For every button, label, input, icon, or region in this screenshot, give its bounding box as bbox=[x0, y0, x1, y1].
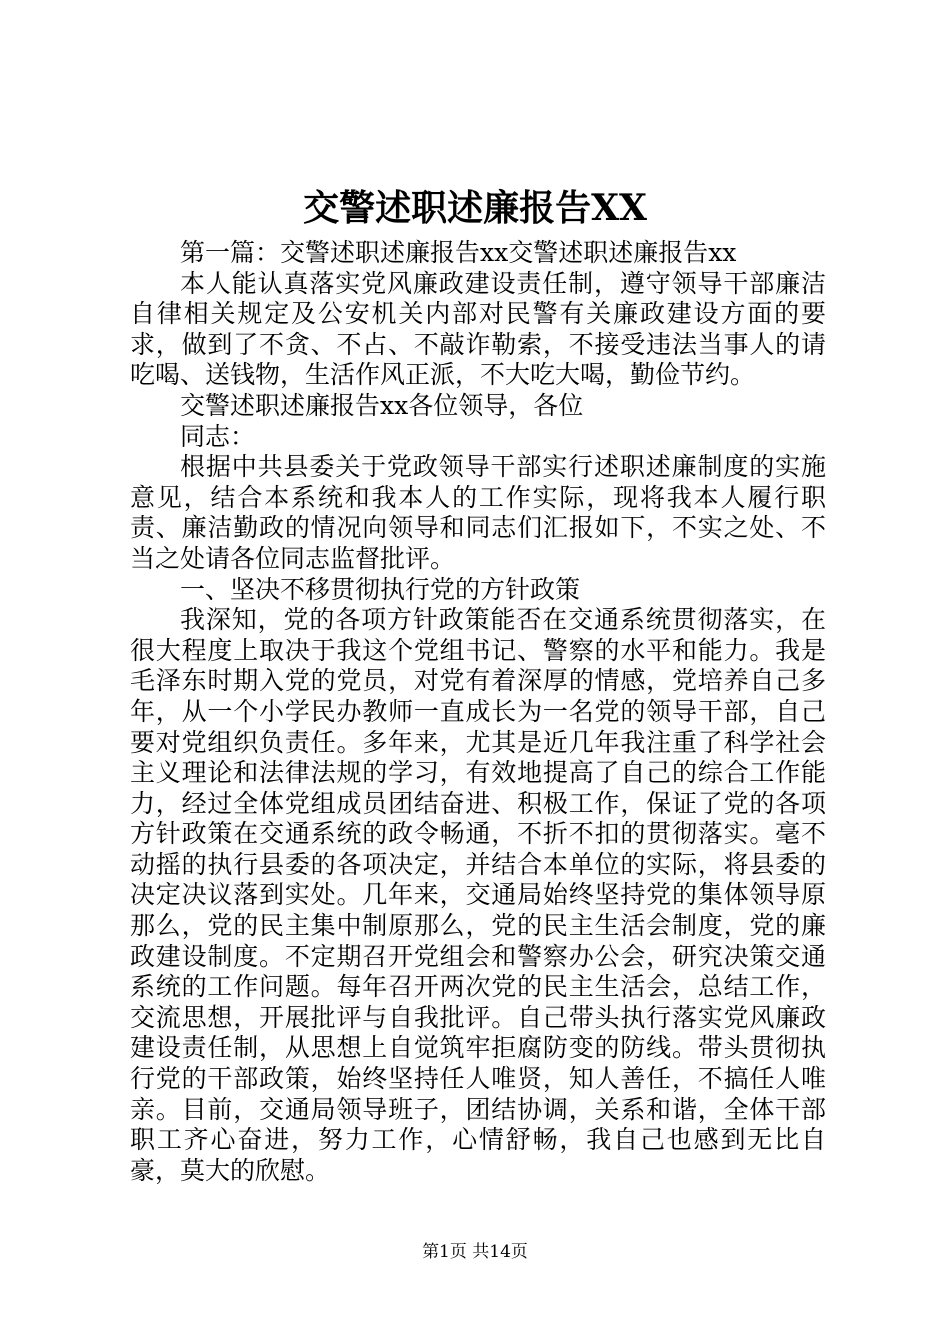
paragraph: 我深知，党的各项方针政策能否在交通系统贯彻落实，在很大程度上取决于我这个党组书记、警察的水平和能力。我是毛泽东时期入党的党员，对党有着深厚的情感，党培养自己多年，从一个小学民办教师一直成长为一名党的领导干部，自己要对党组织负责任。多年来，尤其是近几年我注重了科学社会主义理论和法律法规的学习，有效地提高了自己的综合工作能力，经过全体党组成员团结奋进、积极工作，保证了党的各项方针政策在交通系统的政令畅通，不折不扣的贯彻落实。毫不动摇的执行县委的各项决定，并结合本单位的实际，将县委的决定决议落到实处。几年来，交通局始终坚持党的集体领导原那么，党的民主集中制原那么，党的民主生活会制度，党的廉政建设制度。不定期召开党组会和警察办公会，研究决策交通系统的工作问题。每年召开两次党的民主生活会，总结工作，交流思想，开展批评与自我批评。自己带头执行落实党风廉政建设责任制，从思想上自觉筑牢拒腐防变的防线。带头贯彻执行党的干部政策，始终坚持任人唯贤，知人善任，不搞任人唯亲。目前，交通局领导班子，团结协调，关系和谐，全体干部职工齐心奋进，努力工作，心情舒畅，我自己也感到无比自豪，莫大的欣慰。 bbox=[130, 605, 826, 1185]
section-heading: 一、坚决不移贯彻执行党的方针政策 bbox=[180, 574, 581, 604]
page-footer: 第1页 共14页 bbox=[422, 1242, 528, 1262]
paragraph: 同志： bbox=[180, 421, 256, 451]
document-body bbox=[130, 238, 826, 1186]
paragraph: 根据中共县委关于党政领导干部实行述职述廉制度的实施意见，结合本系统和我本人的工作实际，现将我本人履行职责、廉洁勤政的情况向领导和同志们汇报如下，不实之处、不当之处请各位同志监督批评。 bbox=[130, 452, 826, 573]
document-title: 交警述职述廉报告XX bbox=[303, 187, 647, 229]
paragraph: 交警述职述廉报告xx各位领导，各位 bbox=[180, 390, 584, 420]
paragraph: 第一篇：交警述职述廉报告xx交警述职述廉报告xx bbox=[180, 238, 737, 267]
paragraph: 本人能认真落实党风廉政建设责任制，遵守领导干部廉洁自律相关规定及公安机关内部对民警有关廉政建设方面的要求，做到了不贪、不占、不敲诈勒索，不接受违法当事人的请吃喝、送钱物，生活作风正派，不大吃大喝，勤俭节约。 bbox=[130, 268, 826, 390]
